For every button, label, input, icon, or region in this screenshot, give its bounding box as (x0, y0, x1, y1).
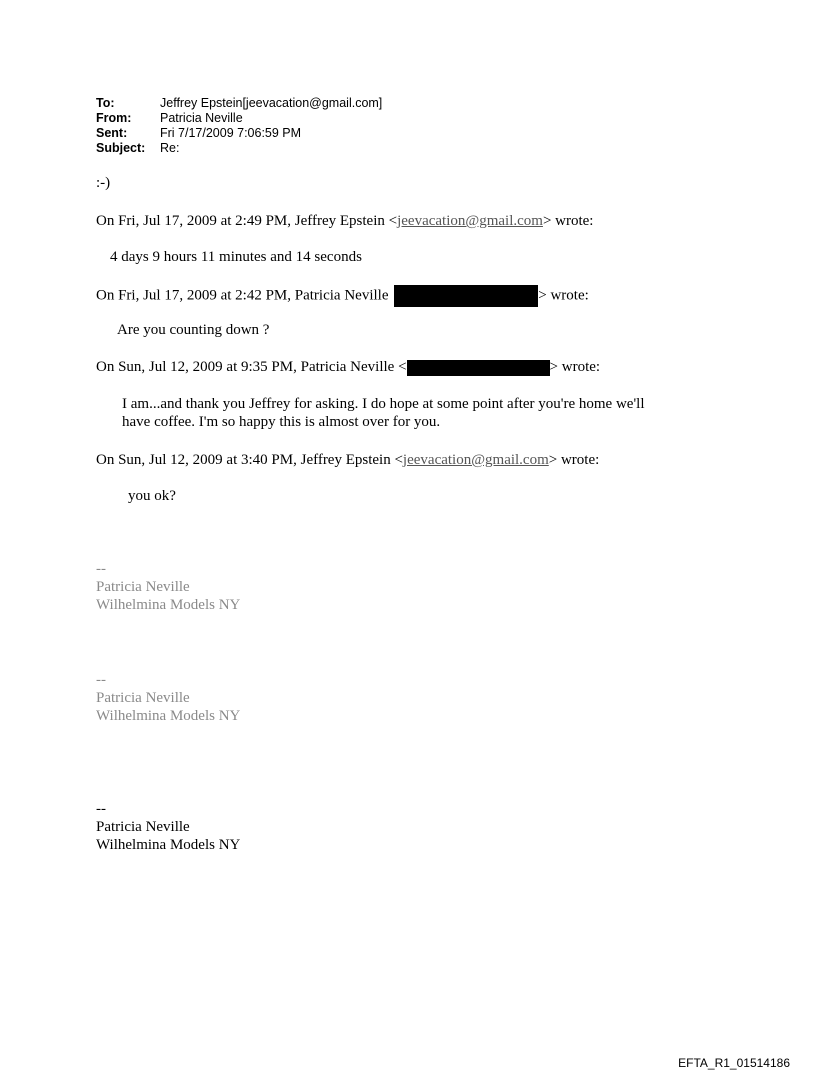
email-link-1[interactable]: jeevacation@gmail.com (397, 213, 543, 229)
signature-1-name: Patricia Neville (96, 579, 190, 595)
quote-header-4-prefix: On Sun, Jul 12, 2009 at 3:40 PM, Jeffrey Epstein < (96, 452, 403, 468)
email-header (96, 96, 382, 156)
to-value: Jeffrey Epstein[jeevacation@gmail.com] (160, 96, 383, 110)
quote-header-1-prefix: On Fri, Jul 17, 2009 at 2:49 PM, Jeffrey Epstein < (96, 213, 398, 229)
reply-text: :-) (96, 175, 111, 191)
sent-value: Fri 7/17/2009 7:06:59 PM (160, 126, 302, 140)
subject-label: Subject: (96, 141, 146, 155)
from-row (96, 111, 382, 126)
quote-header-2-suffix: > wrote: (538, 287, 589, 304)
message-3-line-2: have coffee. I'm so happy this is almost over for you. (122, 414, 441, 430)
to-row (96, 96, 382, 111)
quote-header-3-prefix: On Sun, Jul 12, 2009 at 9:35 PM, Patricia Neville < (96, 359, 407, 375)
sent-label: Sent: (96, 126, 128, 140)
message-2: Are you counting down ? (117, 322, 270, 338)
quote-header-3 (96, 358, 600, 376)
message-1: 4 days 9 hours 11 minutes and 14 seconds (110, 249, 362, 265)
signature-1-dash: -- (96, 561, 106, 577)
signature-1 (96, 560, 240, 614)
quote-header-1 (96, 212, 593, 230)
subject-value: Re: (160, 141, 180, 155)
quote-header-4 (96, 451, 599, 469)
message-3-line-1: I am...and thank you Jeffrey for asking. I do hope at some point after you're home we'll (122, 396, 645, 412)
signature-3-company: Wilhelmina Models NY (96, 837, 241, 853)
message-4: you ok? (128, 488, 176, 504)
quote-header-3-suffix: > wrote: (549, 359, 601, 375)
to-label: To: (96, 96, 115, 110)
quote-header-2 (96, 285, 589, 307)
signature-1-company: Wilhelmina Models NY (96, 597, 241, 613)
quote-header-4-suffix: > wrote: (548, 452, 600, 468)
sent-row (96, 126, 382, 141)
signature-2 (96, 671, 240, 725)
signature-2-name: Patricia Neville (96, 690, 190, 706)
redaction-box-2 (407, 360, 550, 376)
quote-header-1-suffix: > wrote: (542, 213, 594, 229)
signature-2-dash: -- (96, 672, 106, 688)
signature-3-name: Patricia Neville (96, 819, 190, 835)
from-value: Patricia Neville (160, 111, 243, 125)
document-id: EFTA_R1_01514186 (678, 1056, 790, 1070)
signature-2-company: Wilhelmina Models NY (96, 708, 241, 724)
signature-3 (96, 800, 240, 854)
quote-header-2-prefix: On Fri, Jul 17, 2009 at 2:42 PM, Patricia Neville (96, 287, 389, 304)
email-link-2[interactable]: jeevacation@gmail.com (402, 452, 549, 468)
redaction-box-1 (394, 285, 538, 307)
from-label: From: (96, 111, 132, 125)
subject-row (96, 141, 382, 156)
signature-3-dash: -- (96, 801, 106, 817)
